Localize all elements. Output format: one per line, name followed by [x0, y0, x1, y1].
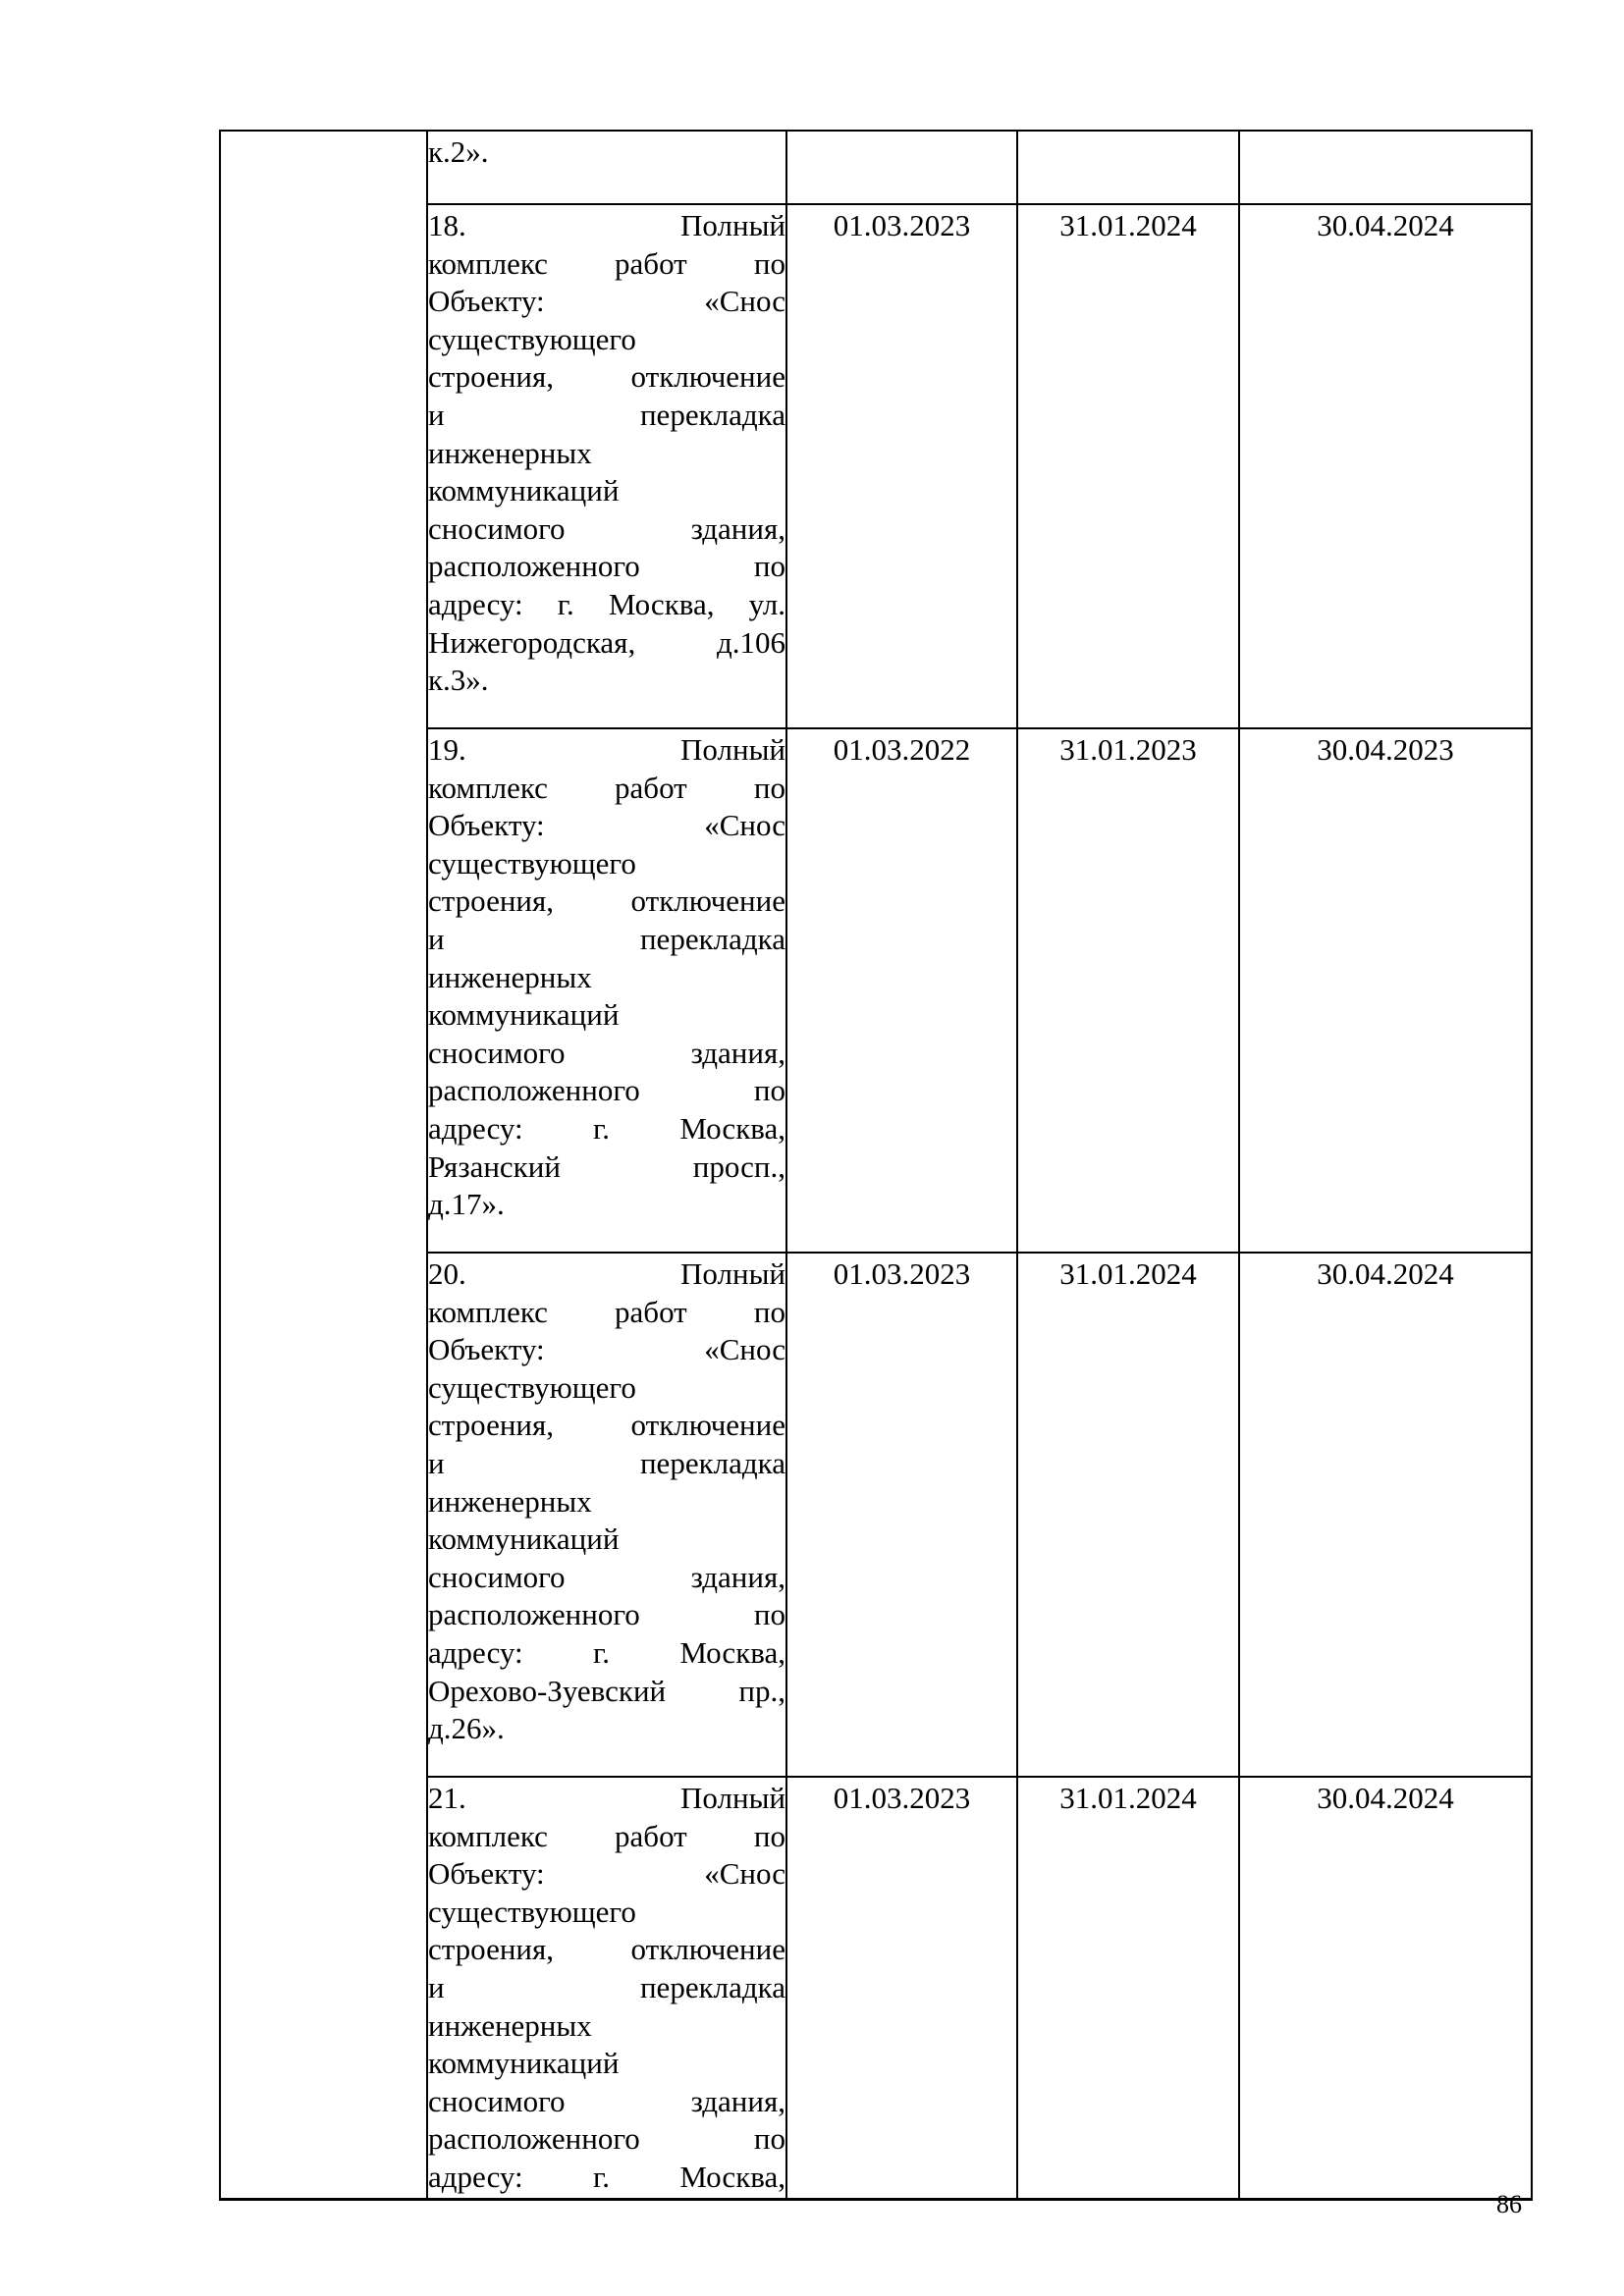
- description-line: к.2».: [428, 134, 489, 169]
- description-line: сносимого здания,: [428, 1559, 785, 1594]
- start-date: 01.03.2022: [833, 732, 971, 767]
- end-date-cell: [1017, 1253, 1239, 1777]
- deadline-date: 30.04.2024: [1317, 1256, 1454, 1291]
- start-date: 01.03.2023: [833, 1781, 971, 1815]
- start-date-cell: [786, 728, 1017, 1253]
- work-description-cell: [427, 204, 786, 728]
- work-description: [428, 729, 785, 1224]
- description-line: и перекладка: [428, 1969, 785, 2004]
- description-line: комплекс работ по: [428, 1294, 785, 1329]
- description-line: и перекладка: [428, 1445, 785, 1480]
- description-line: и перекладка: [428, 397, 785, 432]
- description-line: сносимого здания,: [428, 2083, 785, 2118]
- deadline-date: 30.04.2023: [1317, 732, 1454, 767]
- end-date: 31.01.2023: [1059, 732, 1197, 767]
- work-description-cell: [427, 131, 786, 204]
- start-date-cell: [786, 1253, 1017, 1777]
- description-line: Объекту: «Снос: [428, 284, 785, 319]
- work-description-cell: [427, 1777, 786, 2199]
- description-line: адресу: г. Москва, ул.: [428, 586, 785, 621]
- start-date: 01.03.2023: [833, 208, 971, 242]
- description-line: д.26».: [428, 1711, 505, 1746]
- description-line: расположенного по: [428, 549, 785, 584]
- description-line: инженерных: [428, 435, 592, 470]
- description-line: существующего: [428, 1369, 636, 1405]
- end-date: [1018, 132, 1238, 133]
- start-date: [787, 132, 1016, 133]
- description-line: расположенного по: [428, 1073, 785, 1108]
- description-line: Объекту: «Снос: [428, 808, 785, 843]
- work-description-cell: [427, 1253, 786, 1777]
- end-date-cell: [1017, 728, 1239, 1253]
- end-date-cell: [1017, 1777, 1239, 2199]
- description-line: Рязанский просп.,: [428, 1148, 785, 1184]
- description-line: коммуникаций: [428, 1522, 620, 1557]
- description-line: Объекту: «Снос: [428, 1856, 785, 1892]
- description-line: сносимого здания,: [428, 510, 785, 546]
- description-line: строения, отключение: [428, 359, 785, 395]
- deadline-date: 30.04.2024: [1317, 1781, 1454, 1815]
- work-description: [428, 205, 785, 700]
- description-line: существующего: [428, 321, 636, 356]
- description-line: существующего: [428, 845, 636, 881]
- deadline-date-cell: [1239, 1253, 1532, 1777]
- description-line: строения, отключение: [428, 883, 785, 919]
- description-line: адресу: г. Москва,: [428, 2159, 785, 2194]
- deadline-date: 30.04.2024: [1317, 208, 1454, 242]
- description-line: коммуникаций: [428, 997, 620, 1033]
- end-date: 31.01.2024: [1059, 208, 1197, 242]
- description-line: комплекс работ по: [428, 245, 785, 281]
- description-line: коммуникаций: [428, 2046, 620, 2081]
- description-line: 21. Полный: [428, 1781, 785, 1815]
- work-description-cell: [427, 728, 786, 1253]
- description-line: адресу: г. Москва,: [428, 1634, 785, 1670]
- end-date: 31.01.2024: [1059, 1781, 1197, 1815]
- description-line: строения, отключение: [428, 1408, 785, 1443]
- description-line: коммуникаций: [428, 473, 620, 508]
- description-line: комплекс работ по: [428, 1818, 785, 1853]
- works-schedule-table: [219, 130, 1533, 2201]
- start-date-cell: [786, 1777, 1017, 2199]
- deadline-date-cell: [1239, 204, 1532, 728]
- description-line: строения, отключение: [428, 1932, 785, 1967]
- description-line: инженерных: [428, 2007, 592, 2043]
- work-description: [428, 1254, 785, 1748]
- end-date: 31.01.2024: [1059, 1256, 1197, 1291]
- description-line: Объекту: «Снос: [428, 1332, 785, 1367]
- work-description: [428, 132, 785, 172]
- description-line: комплекс работ по: [428, 770, 785, 805]
- description-line: 19. Полный: [428, 732, 785, 767]
- end-date-cell: [1017, 204, 1239, 728]
- description-line: Нижегородская, д.106: [428, 624, 785, 660]
- description-line: 20. Полный: [428, 1256, 785, 1291]
- page-number: 86: [1496, 2190, 1522, 2218]
- description-line: к.3».: [428, 663, 489, 698]
- deadline-date: [1240, 132, 1531, 133]
- description-line: Орехово-Зуевский пр.,: [428, 1673, 785, 1708]
- description-line: расположенного по: [428, 1597, 785, 1632]
- table-row: [220, 131, 1532, 204]
- description-line: расположенного по: [428, 2121, 785, 2157]
- description-line: и перекладка: [428, 921, 785, 956]
- description-line: сносимого здания,: [428, 1035, 785, 1070]
- description-line: адресу: г. Москва,: [428, 1110, 785, 1146]
- work-description: [428, 1778, 785, 2197]
- start-date-cell: [786, 204, 1017, 728]
- description-line: 18. Полный: [428, 208, 785, 242]
- deadline-date-cell: [1239, 728, 1532, 1253]
- empty-left-column-cell: [220, 131, 427, 2199]
- description-line: инженерных: [428, 1483, 592, 1519]
- start-date: 01.03.2023: [833, 1256, 971, 1291]
- description-line: существующего: [428, 1894, 636, 1929]
- deadline-date-cell: [1239, 131, 1532, 204]
- description-line: инженерных: [428, 959, 592, 994]
- end-date-cell: [1017, 131, 1239, 204]
- deadline-date-cell: [1239, 1777, 1532, 2199]
- description-line: д.17».: [428, 1187, 505, 1222]
- start-date-cell: [786, 131, 1017, 204]
